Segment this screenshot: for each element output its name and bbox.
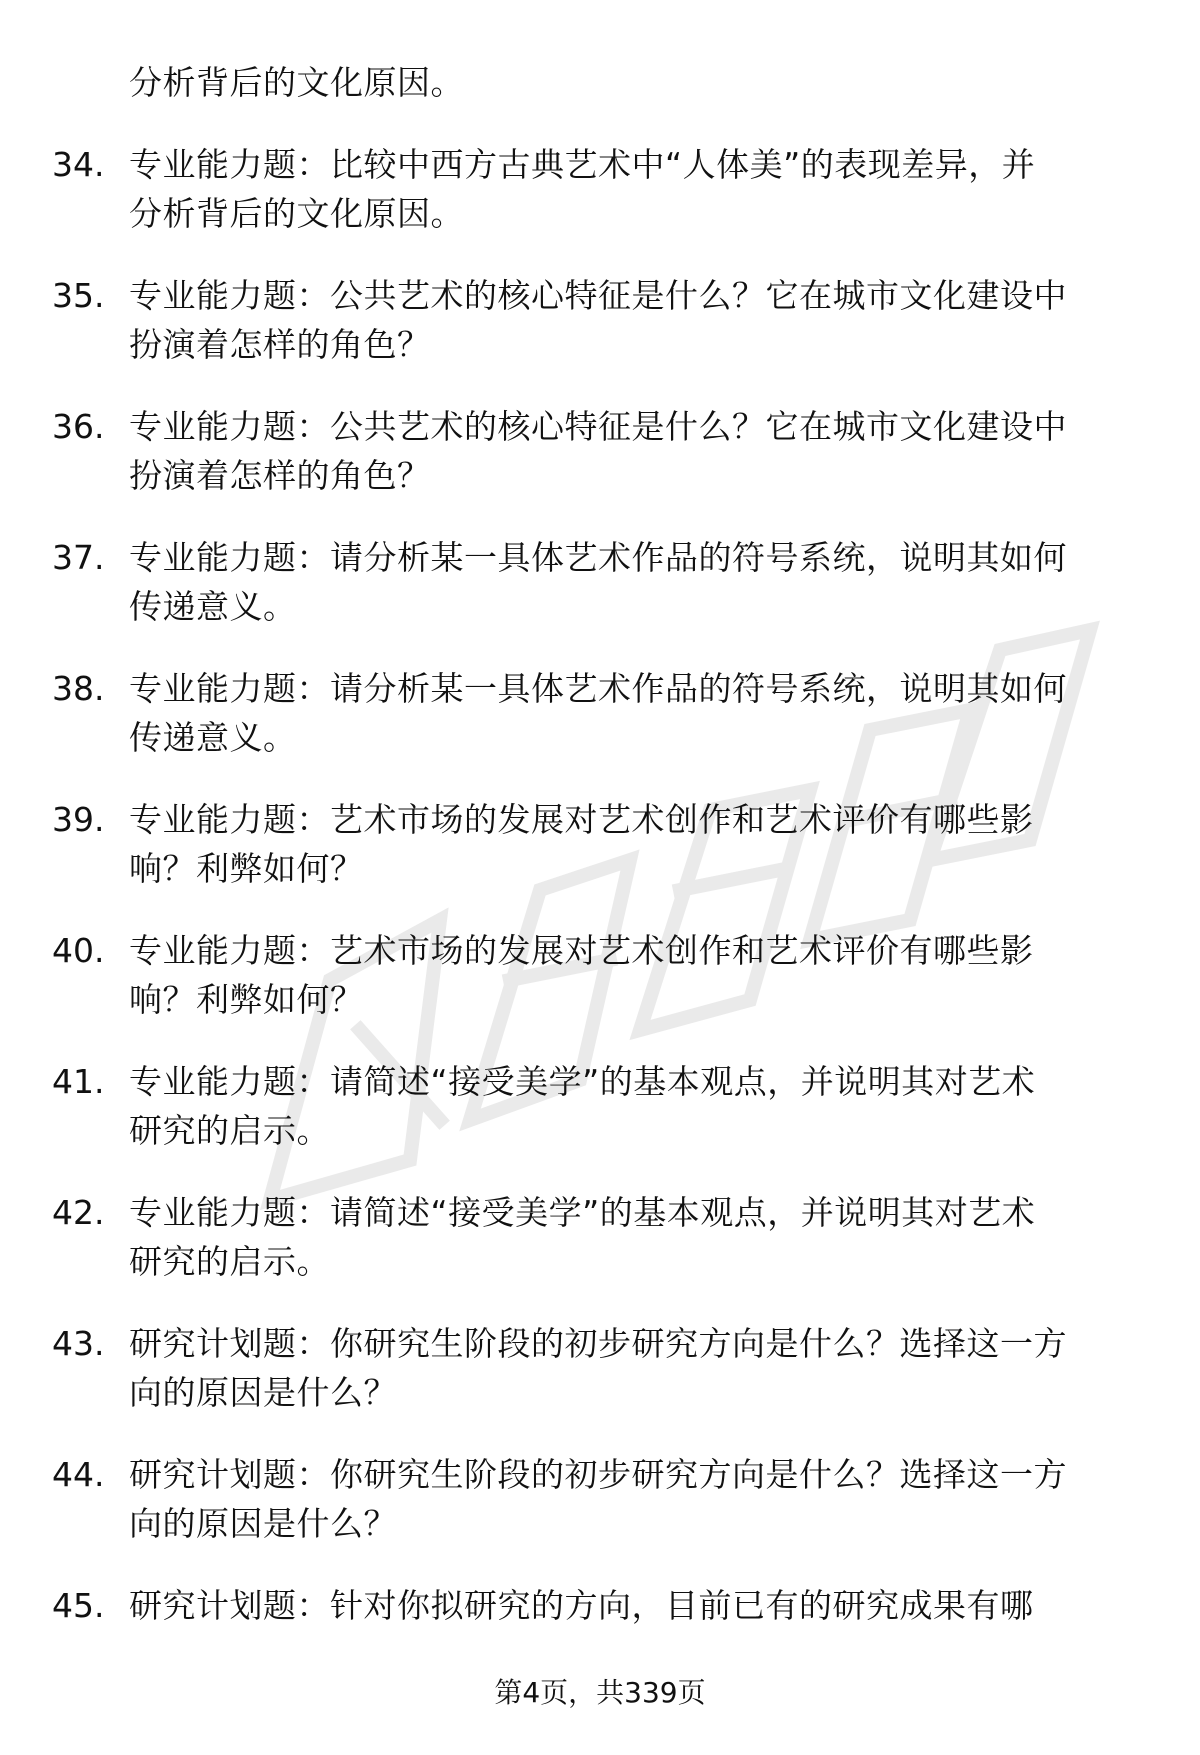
question-list: [52, 58, 1152, 1630]
question-item: [52, 795, 1152, 893]
question-text-line: 专业能力题：艺术市场的发展对艺术创作和艺术评价有哪些影: [129, 800, 1034, 839]
question-number: 38.: [52, 669, 105, 708]
question-text-line: 专业能力题：公共艺术的核心特征是什么？它在城市文化建设中: [129, 407, 1067, 446]
question-text: [129, 1188, 1147, 1286]
question-number: 37.: [52, 538, 105, 577]
question-item: [52, 926, 1152, 1024]
question-text-line: 研究的启示。: [129, 1111, 330, 1150]
question-item: [52, 1057, 1152, 1155]
question-number: 36.: [52, 407, 105, 446]
question-item: [52, 271, 1152, 369]
question-text-line: 分析背后的文化原因。: [129, 194, 464, 233]
question-text-line: 响？利弊如何？: [129, 849, 364, 888]
question-item: [52, 1450, 1152, 1548]
question-number: 40.: [52, 931, 105, 970]
question-text-line: 响？利弊如何？: [129, 980, 364, 1019]
question-text: [129, 795, 1147, 893]
question-text-line: 研究的启示。: [129, 1242, 330, 1281]
question-text: [129, 533, 1147, 631]
question-number: 35.: [52, 276, 105, 315]
page-footer: 第4页，共339页: [494, 1676, 706, 1709]
question-text-line: 研究计划题：你研究生阶段的初步研究方向是什么？选择这一方: [129, 1455, 1067, 1494]
question-text-line: 专业能力题：请分析某一具体艺术作品的符号系统，说明其如何: [129, 538, 1067, 577]
question-number: 43.: [52, 1324, 105, 1363]
question-text: [129, 1057, 1147, 1155]
question-item: [52, 402, 1152, 500]
question-text-line: 专业能力题：请分析某一具体艺术作品的符号系统，说明其如何: [129, 669, 1067, 708]
question-item: [52, 664, 1152, 762]
question-text-line: 传递意义。: [129, 718, 297, 757]
question-number: 34.: [52, 145, 105, 184]
question-number: 44.: [52, 1455, 105, 1494]
question-text-line: 向的原因是什么？: [129, 1504, 397, 1543]
question-text-line: 研究计划题：你研究生阶段的初步研究方向是什么？选择这一方: [129, 1324, 1067, 1363]
question-item: [52, 1188, 1152, 1286]
question-item: [52, 1319, 1152, 1417]
question-text: [129, 1319, 1147, 1417]
question-text-line: 专业能力题：艺术市场的发展对艺术创作和艺术评价有哪些影: [129, 931, 1034, 970]
question-number: 39.: [52, 800, 105, 839]
question-number: 41.: [52, 1062, 105, 1101]
question-text-line: 专业能力题：比较中西方古典艺术中“人体美”的表现差异，并: [129, 145, 1036, 184]
question-text-line: 专业能力题：公共艺术的核心特征是什么？它在城市文化建设中: [129, 276, 1067, 315]
question-item: [52, 140, 1152, 238]
question-text-line: 扮演着怎样的角色？: [129, 325, 431, 364]
question-text-line: 扮演着怎样的角色？: [129, 456, 431, 495]
question-text-line: 专业能力题：请简述“接受美学”的基本观点，并说明其对艺术: [129, 1062, 1036, 1101]
question-text-line: 传递意义。: [129, 587, 297, 626]
question-text: [129, 402, 1147, 500]
question-text-line: 向的原因是什么？: [129, 1373, 397, 1412]
question-text: [129, 140, 1147, 238]
question-text: [129, 271, 1147, 369]
question-text-line: 研究计划题：针对你拟研究的方向，目前已有的研究成果有哪: [129, 1586, 1034, 1625]
question-text: [129, 1581, 1147, 1630]
continuation-text: 分析背后的文化原因。: [129, 63, 464, 102]
question-text-line: 专业能力题：请简述“接受美学”的基本观点，并说明其对艺术: [129, 1193, 1036, 1232]
question-number: 42.: [52, 1193, 105, 1232]
question-item: [52, 533, 1152, 631]
question-text: [129, 664, 1147, 762]
question-number: 45.: [52, 1586, 105, 1625]
question-item: [52, 1581, 1152, 1630]
question-text: [129, 1450, 1147, 1548]
question-text: [129, 926, 1147, 1024]
